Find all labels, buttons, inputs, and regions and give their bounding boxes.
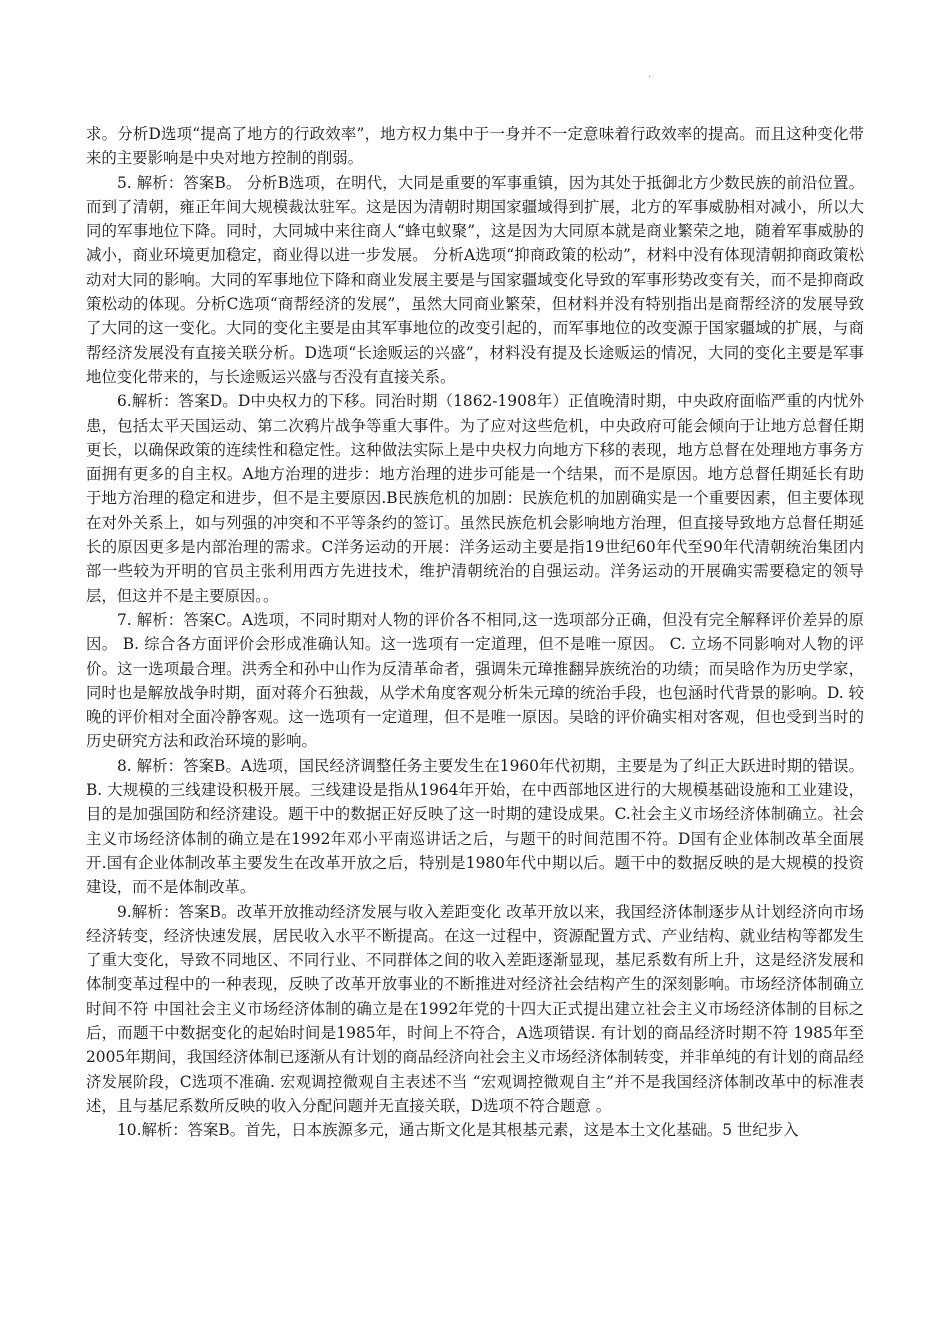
paragraph-q10: 10.解析：答案B。首先，日本族源多元，通古斯文化是其根基元素，这是本土文化基础。5 世纪步入 — [117, 1121, 799, 1140]
header-mark: · — [648, 72, 652, 83]
paragraph-q5: 5. 解析：答案B。 分析B选项，在明代，大同是重要的军事重镇，因为其处于抵御北方少数民族的前沿位置。而到了清朝，雍正年间大规模裁汰驻军。这是因为清朝时期国家疆域得到扩展，北方的军事威胁相对减小，所以大同的军事地位下降。同时，大同城中来往商人“蜂屯蚁聚”，这是因为大同原本就是商业繁荣之地，随着军事威胁的减小，商业环境更加稳定，商业得以进一步发展。 分析A选项“抑商政策的松动”，材料中没有体现清朝抑商政策松动对大同的影响。大同的军事地位下降和商业发展主要是与国家疆域变化导致的军事形势改变有关，而不是抑商政策松动的体现。分析C选项“商帮经济的发展”，虽然大同商业繁荣，但材料并没有特别指出是商帮经济的发展导致了大同的这一变化。大同的变化主要是由其军事地位的改变引起的，而军事地位的改变源于国家疆域的扩展，与商帮经济发展没有直接关联分析。D选项“长途贩运的兴盛”，材料没有提及长途贩运的情况，大同的变化主要是军事地位变化带来的，与长途贩运兴盛与否没有直接关系。 — [86, 173, 864, 386]
paragraph-q9: 9.解析：答案B。改革开放推动经济发展与收入差距变化 改革开放以来，我国经济体制逐步从计划经济向市场经济转变，经济快速发展，居民收入水平不断提高。在这一过程中，资源配置方式、产业结构、就业结构等都发生了重大变化，导致不同地区、不同行业、不同群体之间的收入差距逐渐显现，基尼系数有所上升，这是经济发展和体制变革过程中的一种表现，反映了改革开放事业的不断推进对经济社会结构产生的深刻影响。市场经济体制确立时间不符 中国社会主义市场经济体制的确立是在1992年党的十四大正式提出建立社会主义市场经济体制的目标之后，而题干中数据变化的起始时间是1985年，时间上不符合，A选项错误. 有计划的商品经济时期不符 1985年至2005年期间，我国经济体制已逐渐从有计划的商品经济向社会主义市场经济体制转变，并非单纯的有计划的商品经济发展阶段，C选项不准确. 宏观调控微观自主表述不当 “宏观调控微观自主”并不是我国经济体制改革中的标准表述，且与基尼系数所反映的收入分配问题并无直接关联，D选项不符合题意 。 — [86, 902, 864, 1115]
paragraph-q8: 8. 解析：答案B。A选项，国民经济调整任务主要发生在1960年代初期，主要是为了纠正大跃进时期的错误。B. 大规模的三线建设积极开展。三线建设是指从1964年开始，在中西部地区进行的大规模基础设施和工业建设，目的是加强国防和经济建设。题干中的数据正好反映了这一时期的建设成果。C.社会主义市场经济体制确立。社会主义市场经济体制的确立是在1992年邓小平南巡讲话之后，与题干的时间范围不符。D国有企业体制改革全面展开.国有企业体制改革主要发生在改革开放之后，特别是1980年代中期以后。题干中的数据反映的是大规模的投资建设，而不是体制改革。 — [86, 756, 864, 897]
paragraph-continuation: 求。分析D选项“提高了地方的行政效率”，地方权力集中于一身并不一定意味着行政效率的提高。而且这种变化带来的主要影响是中央对地方控制的削弱。 — [86, 125, 864, 168]
answer-explanations — [86, 122, 864, 1142]
paragraph-q7: 7. 解析：答案C。A选项，不同时期对人物的评价各不相同,这一选项部分正确，但没有完全解释评价差异的原因。 B. 综合各方面评价会形成准确认知。这一选项有一定道理，但不是唯一原因。 C. 立场不同影响对人物的评价。这一选项最合理。洪秀全和孙中山作为反清革命者，强调朱元璋推翻异族统治的功绩；而吴晗作为历史学家，同时也是解放战争时期，面对蒋介石独裁，从学术角度客观分析朱元璋的统治手段，也包涵时代背景的影响。D. 较晚的评价相对全面冷静客观。这一选项有一定道理，但不是唯一原因。吴晗的评价确实相对客观，但也受到当时的历史研究方法和政治环境的影响。 — [86, 610, 864, 751]
paragraph-q6: 6.解析：答案D。D中央权力的下移。同治时期（1862-1908年）正值晚清时期，中央政府面临严重的内忧外患，包括太平天国运动、第二次鸦片战争等重大事件。为了应对这些危机，中央政府可能会倾向于让地方总督任期更长，以确保政策的连续性和稳定性。这种做法实际上是中央权力向地方下移的表现，地方总督在处理地方事务方面拥有更多的自主权。A地方治理的进步：地方治理的进步可能是一个结果，而不是原因。地方总督任期延长有助于地方治理的稳定和进步，但不是主要原因.B民族危机的加剧：民族危机的加剧确实是一个重要因素，但主要体现在对外关系上，如与列强的冲突和不平等条约的签订。虽然民族危机会影响地方治理，但直接导致地方总督任期延长的原因更多是内部治理的需求。C洋务运动的开展：洋务运动主要是指19世纪60年代至90年代清朝统治集团内部一些较为开明的官员主张利用西方先进技术，维护清朝统治的自强运动。洋务运动的开展确实需要稳定的领导层，但这并不是主要原因。。 — [86, 392, 864, 605]
